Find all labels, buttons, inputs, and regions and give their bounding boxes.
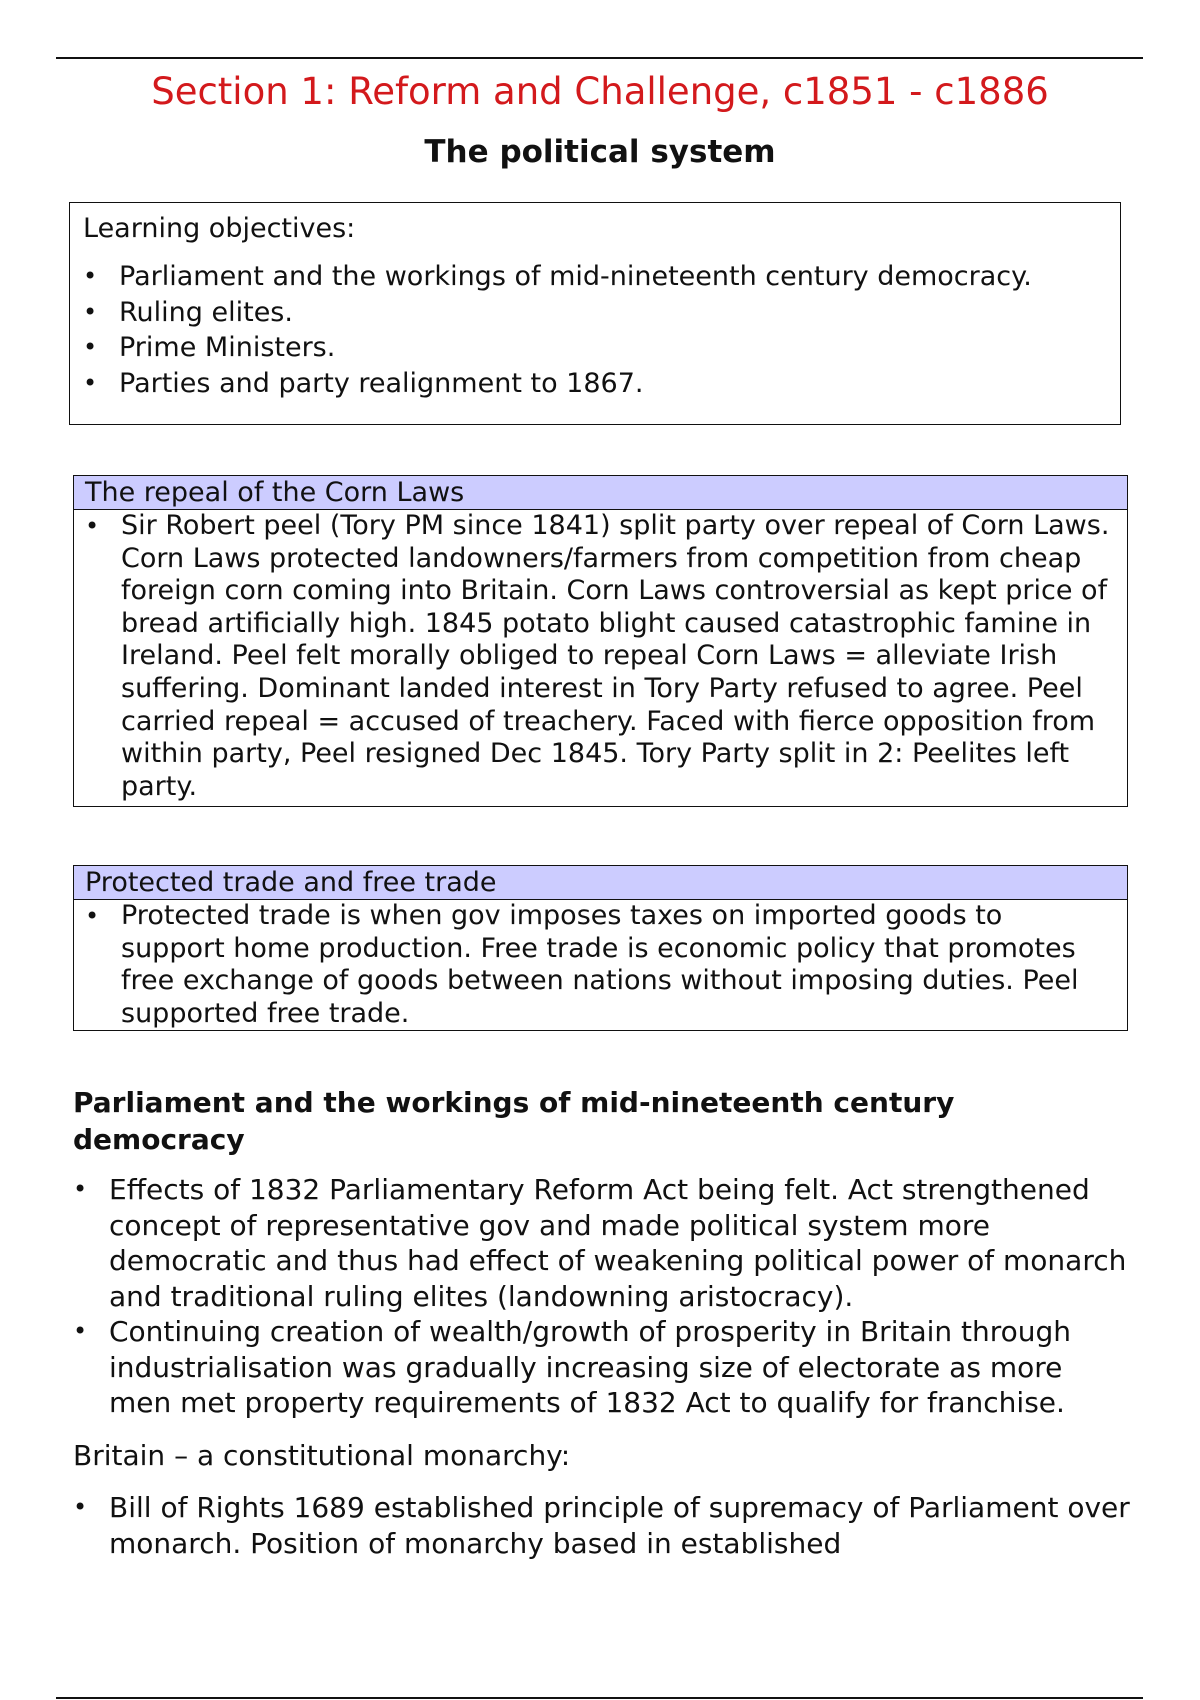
bullet-icon: • (85, 902, 100, 930)
trade-box (73, 865, 1128, 1031)
bullet-icon: • (85, 512, 100, 540)
list-item (83, 295, 1108, 331)
learning-objectives-box (69, 202, 1121, 425)
list-item (83, 259, 1108, 295)
list-item (85, 510, 1113, 803)
corn-laws-list (85, 510, 1113, 803)
bullet-icon: • (83, 333, 98, 361)
list-item (85, 900, 1113, 1030)
bullet-icon: • (83, 368, 98, 397)
trade-list (85, 900, 1113, 1030)
list-item (83, 330, 1108, 366)
bullet-icon: • (83, 262, 98, 290)
trade-heading: Protected trade and free trade (74, 866, 1127, 900)
bullet-icon: • (73, 1493, 88, 1521)
bullet-icon: • (83, 297, 98, 326)
corn-laws-box (73, 475, 1128, 807)
section-title: Section 1: Reform and Challenge, c1851 - c1886 (151, 70, 1049, 113)
page-subtitle: The political system (424, 134, 776, 170)
bottom-rule (56, 1697, 1143, 1699)
parliament-list (73, 1172, 1133, 1421)
list-item-text: Continuing creation of wealth/growth of prosperity in Britain through industrialisation was gradually increasing size of electorate as more men met property requirements of 1832 Act to qualify for franchise. (109, 1315, 1072, 1419)
monarchy-heading: Britain – a constitutional monarchy: (73, 1439, 571, 1472)
top-rule (56, 57, 1143, 59)
bullet-icon: • (73, 1175, 88, 1203)
list-item (73, 1314, 1133, 1421)
parliament-heading: Parliament and the workings of mid-nineteenth century democracy (73, 1086, 955, 1156)
monarchy-list (73, 1490, 1133, 1561)
list-item-text: Bill of Rights 1689 established principle of supremacy of Parliament over monarch. Position of monarchy based in established (109, 1491, 1130, 1560)
list-item-text: Effects of 1832 Parliamentary Reform Act being felt. Act strengthened concept of representative gov and made political system more democratic and thus had effect of weakening political power of monarch and traditional ruling elites (landowning aristocracy). (109, 1173, 1127, 1313)
list-item-text: Protected trade is when gov imposes taxes on imported goods to support home production. Free trade is economic policy that promotes free exchange of goods between nations without imposing duties. Peel supported free trade. (121, 900, 1079, 1029)
list-item-text: Parliament and the workings of mid-nineteenth century democracy. (119, 261, 1032, 292)
corn-laws-heading: The repeal of the Corn Laws (74, 476, 1127, 510)
bullet-icon: • (73, 1317, 88, 1345)
objectives-list (83, 259, 1108, 401)
list-item-text: Sir Robert peel (Tory PM since 1841) split party over repeal of Corn Laws. Corn Laws protected landowners/farmers from competition from cheap foreign corn coming into Britain. Corn Laws controversial as kept price of bread artificially high. 1845 potato blight caused catastrophic famine in Ireland. Peel felt morally obliged to repeal Corn Laws = alleviate Irish suffering. Dominant landed interest in Tory Party refused to agree. Peel carried repeal = accused of treachery. Faced with fierce opposition from within party, Peel resigned Dec 1845. Tory Party split in 2: Peelites left party. (121, 510, 1110, 802)
list-item-text: Parties and party realignment to 1867. (119, 367, 644, 399)
list-item-text: Ruling elites. (119, 296, 293, 328)
objectives-heading: Learning objectives: (83, 213, 356, 244)
list-item (73, 1172, 1133, 1314)
list-item (73, 1490, 1133, 1561)
list-item (83, 366, 1108, 402)
list-item-text: Prime Ministers. (119, 332, 336, 363)
